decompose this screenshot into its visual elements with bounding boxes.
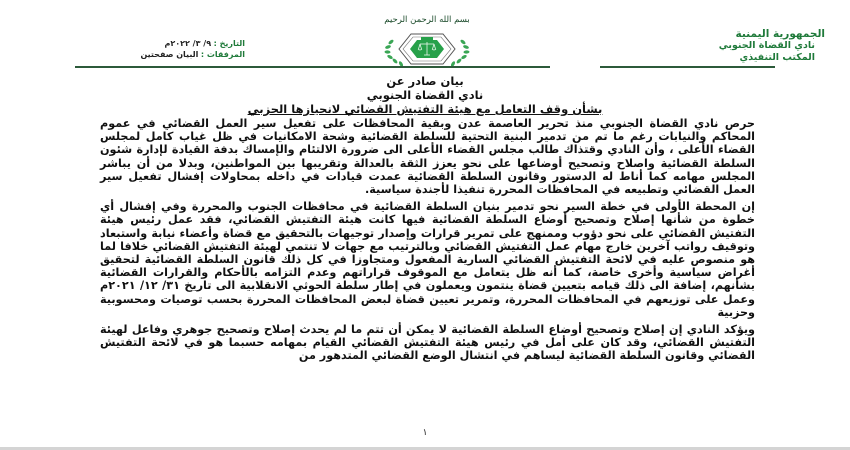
title-subject: بشأن وقف التعامل مع هيئة التفتيش القضائي لانحيازها الحزبي — [247, 102, 603, 116]
title-line-1: بيان صادر عن — [386, 74, 464, 88]
statement-body — [100, 117, 755, 367]
paragraph-3: ويؤكد النادي إن إصلاح وتصحيح أوضاع السلطة القضائية لا يمكن أن تتم ما لم يحدث إصلاح وتصحيح جوهري وفاعل لهيئة التفتيش القضائي، وقد كان على أمل في رئيس هيئة التفتيش القضائي القيام بمهامه حسبما هو في لائحة التفتيش القضائي وقانون السلطة القضائية ليساهم في انتشال الوضع القضائي المتدهور من — [100, 323, 755, 363]
scales-of-justice-emblem-icon — [381, 28, 473, 68]
paragraph-1: حرص نادي القضاة الجنوبي منذ تحرير العاصمة عدن وبقية المحافظات على تفعيل سير العمل القضائي في عموم المحاكم والنيابات رغم ما تم من تدمير البنية التحتية للسلطة القضائية وشحة الامكانيات في ظل غياب كامل لمجلس القضاء الأعلى ، وأن النادي وقتذاك طالب مجلس القضاء الأعلى الى ضرورة الالتئام والإمساك بدفة القيادة لإدارة شئون السلطة القضائية واصلاح وتصحيح أوضاعها على نحو يعزز الثقة بالعدالة وتقريبها بين المواطنين، وبدلا من أن يباشر المجلس مهامه كما أناط له الدستور وقانون السلطة القضائية عمدت قيادات في داخله بمحاولات إفشال تفعيل سير العمل القضائي وتطبيعه في المحافظات المحررة تنفيذا لأجندة سياسية. — [100, 117, 755, 197]
paragraph-2: إن المحطة الأولى في خطة السير نحو تدمير بنيان السلطة القضائية في محافظات الجنوب والمحررة وفي إفشال أي خطوة من شأنها إصلاح وتصحيح أوضاع السلطة القضائية فيها كانت هيئة التفتيش القضائي، فقد عمل رئيس هيئة التفتيش القضائي على نحو دؤوب وممنهج على تمرير قرارات وإصدار توجيهات بالتحقيق مع قضاة وأعضاء نيابة واستبعاد وتوقيف رواتب آخرين خارج مهام عمل التفتيش القضائي وبالترتيب مع جهات لا تنتمي لهيئة التفتيش القضائي خلافا لما هو منصوص عليه في لائحة التفتيش القضائي السارية المفعول ومتجاوزا في كل ذلك قانون السلطة القضائية لتحقيق أغراض سياسية وأخرى خاصة، كما أنه ظل يتعامل مع الموقوف قراراتهم وعدم التزامه بالأحكام والقرارات القضائية بشأنهم، إضافة الى ذلك قيامه بتعيين قضاة ينتمون ويعملون في إطار سلطة الحوثي الانقلابية الى تاريخ ٣١/ ١٢/ ٢٠٢١م وعمل على توزيعهم في المحافظات المحررة، وتمرير تعيين قضاة لبعض المحافظات المحررة بحسب توصيات ومحسوبية وحزبية — [100, 200, 755, 319]
country-name: الجمهورية اليمنية — [735, 28, 825, 40]
header-divider-left — [75, 66, 305, 68]
attachments-label: المرفقات : — [200, 50, 245, 59]
statement-titles — [150, 74, 700, 116]
header-divider-right — [600, 66, 775, 68]
date-row — [105, 38, 245, 49]
letterhead-right — [675, 28, 825, 64]
page-number: ١ — [422, 428, 428, 438]
letterhead-left — [105, 38, 245, 60]
header-divider-center — [305, 66, 550, 68]
office-name: المكتب التنفيذي — [739, 52, 815, 63]
title-line-2: نادي القضاة الجنوبي — [366, 88, 484, 102]
attachments-value: البيان صفحتين — [140, 50, 199, 59]
date-label: التاريخ : — [213, 39, 245, 48]
attachments-row — [105, 49, 245, 60]
date-value: ٩/ ٣/ ٢٠٢٢م — [164, 39, 212, 48]
letterhead-center — [362, 14, 492, 68]
organization-name: نادي القضاة الجنوبي — [718, 40, 815, 51]
basmala: بسم الله الرحمن الرحيم — [384, 15, 470, 25]
